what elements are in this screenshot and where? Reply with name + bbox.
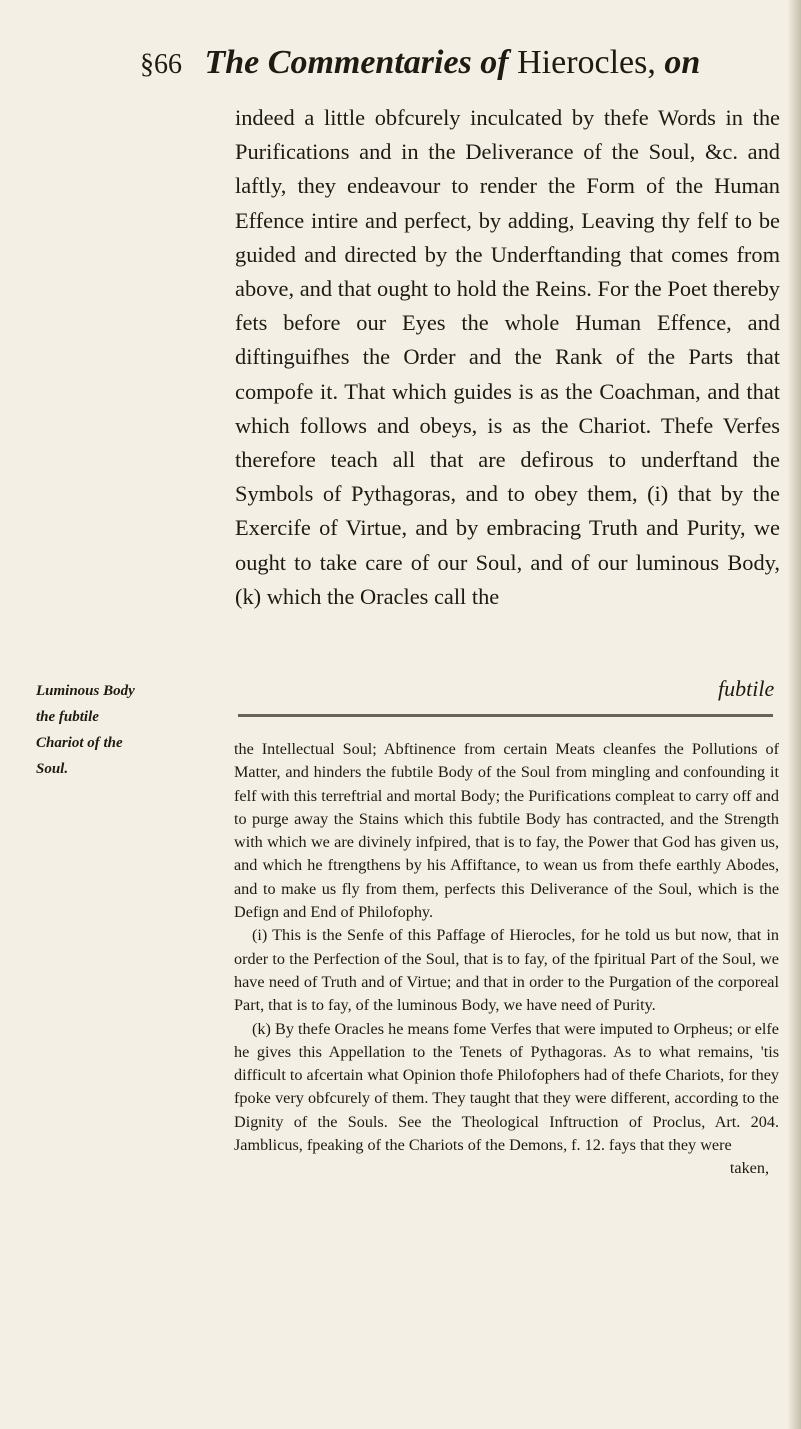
header-name: Hierocles, <box>517 44 656 81</box>
header-trail: on <box>664 44 701 81</box>
page-edge-shadow <box>787 0 801 1429</box>
footnote-continuation: the Intellectual Soul; Abftinence from certain Meats cleanfes the Pollutions of Matter, and hinders the fubtile Body of the Soul from mingling and confounding it felf with this terreftrial and mortal Body; the Purifications compleat to carry off and to purge away the Stains which this fubtile Body has contracted, and the Strength with which we are divinely infpired, that is to fay, the Power that God has given us, and which he ftrengthens by his Affiftance, to wean us from thefe earthly Abodes, and to make us fly from them, perfects this Deliverance of the Soul, which is the Defign and End of Philofophy. <box>234 740 779 922</box>
main-paragraph: indeed a little obfcurely inculcated by thefe Words in the Purifications and in the Deliverance of the Soul, &c. and laftly, they endeavour to render the Form of the Human Effence intire and perfect, by adding, Leaving thy felf to be guided and directed by the Underftanding that comes from above, and that ought to hold the Reins. For the Poet thereby fets before our Eyes the whole Human Effence, and diftinguifhes the Order and the Rank of the Parts that compofe it. That which guides is as the Coachman, and that which follows and obeys, is as the Chariot. Thefe Verfes therefore teach all that are defirous to underftand the Symbols of Pythagoras, and to obey them, (i) that by the Exercife of Virtue, and by embracing Truth and Purity, we ought to take care of our Soul, and of our luminous Body, (k) which the Oracles call the <box>235 105 780 609</box>
main-text-block <box>235 101 780 614</box>
header-title: The Commentaries of <box>204 44 509 81</box>
footnote-k: (k) By thefe Oracles he means fome Verfes that were imputed to Orpheus; or elfe he gives this Appellation to the Tenets of Pythagoras. As to what remains, 'tis difficult to afcertain what Opinion thofe Philofophers had of thefe Chariots, for they fpoke very obfcurely of them. They taught that they were different, according to the Dignity of the Souls. See the Theological Inftruction of Proclus, Art. 204. Jamblicus, fpeaking of the Chariots of the Demons, f. 12. fays that they were <box>234 1019 779 1155</box>
margin-note: Luminous Body the fubtile Chariot of the Soul. <box>36 683 135 777</box>
footnote-i: (i) This is the Senfe of this Paffage of Hierocles, for he told us but now, that in order to the Perfection of the Soul, that is to fay, of the fpiritual Part of the Soul, we have need of Truth and of Virtue; and that in order to the Purgation of the corporeal Part, that is to fay, of the luminous Body, we have need of Purity. <box>234 926 779 1015</box>
footnote-separator <box>238 714 773 717</box>
running-header <box>140 44 700 94</box>
footnote-catchword: taken, <box>729 1159 769 1178</box>
page-number: §66 <box>140 49 182 80</box>
footnotes-block <box>234 738 779 1181</box>
main-catchword: fubtile <box>718 676 775 701</box>
